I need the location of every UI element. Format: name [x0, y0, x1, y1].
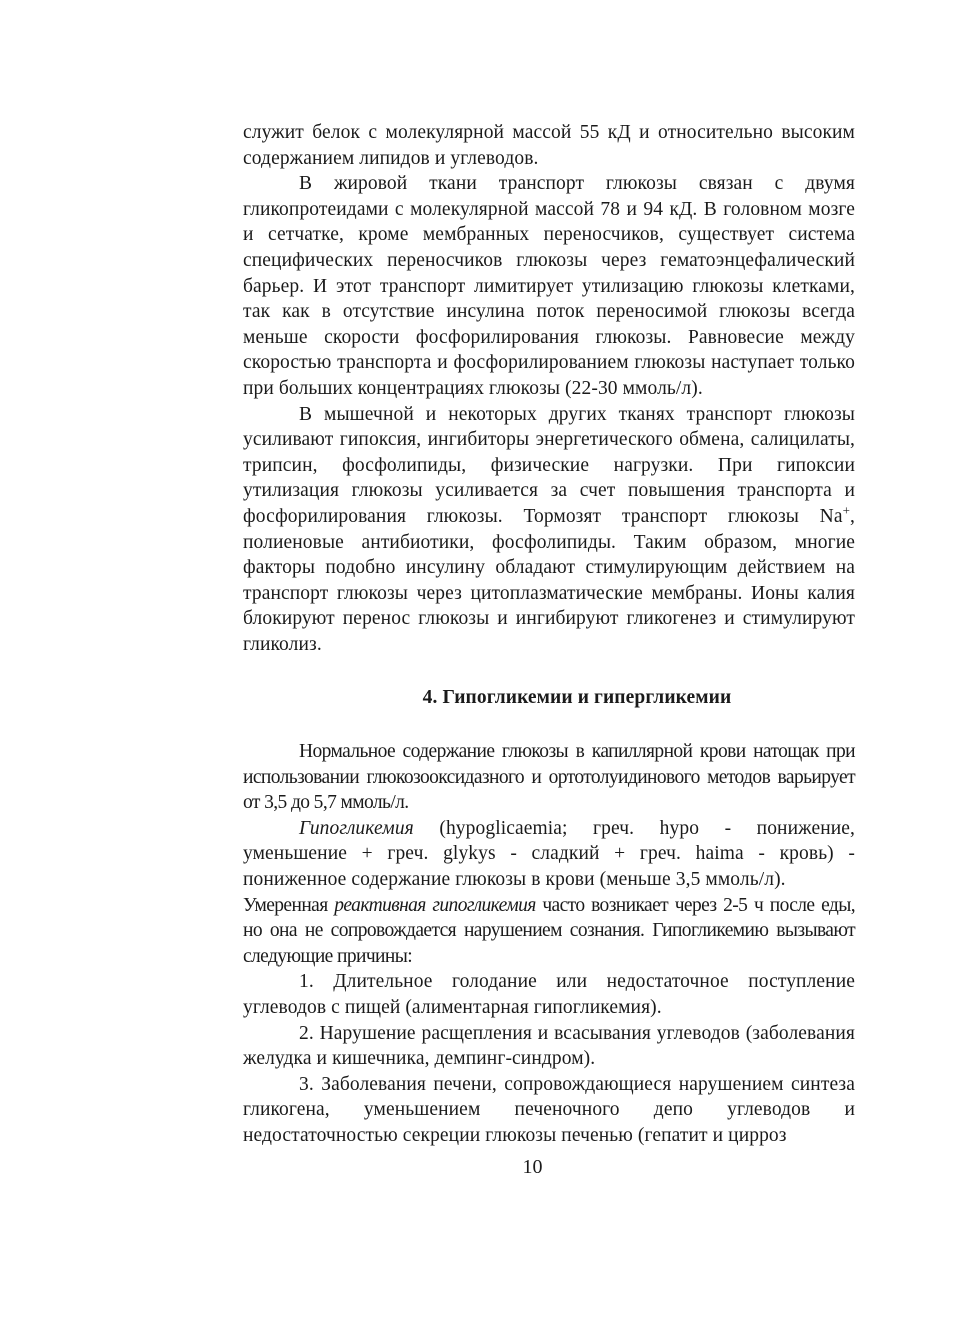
list-item-1: 1. Длительное голодание или недостаточное поступление углеводов с пищей (алиментарная гипогликемия).: [243, 971, 855, 1018]
paragraph-muscle-text-a: В мышечной и некоторых других тканях транспорт глюкозы усиливают гипоксия, ингибиторы энергетического обмена, салицилаты, трипсин, фосфолипиды, физические нагрузки. При гипоксии утилизация глюкозы усиливается за счет повышения транспорта и фосфорилирования глюкозы. Тормозят транспорт глюкозы Na: [243, 403, 855, 527]
document-body: [243, 120, 855, 1149]
section-heading: 4. Гипогликемии и гипергликемии: [422, 687, 732, 709]
paragraph-muscle-transport: [243, 402, 855, 658]
list-item-3: 3. Заболевания печени, сопровождающиеся нарушением синтеза гликогена, уменьшением печеночного депо углеводов и недостаточностью секреции глюкозы печенью (гепатит и цирроз: [243, 1073, 855, 1146]
reactive-text-a: Умеренная: [243, 894, 335, 916]
page-number: 10: [522, 1156, 543, 1178]
paragraph-hypoglycemia-definition: [243, 816, 855, 893]
paragraph-muscle-text-b: , полиеновые антибиотики, фосфолипиды. Таким образом, многие факторы подобно инсулину обладают стимулирующим действием на транспорт глюкозы через цитоплазматические мембраны. Ионы калия блокируют перенос глюкозы и ингибируют гликогенез и стимулируют гликолиз.: [243, 505, 855, 655]
paragraph-adipose-transport: В жировой ткани транспорт глюкозы связан с двумя гликопротеидами с молекулярной массой 78 и 94 кД. В головном мозге и сетчатке, кроме мембранных переносчиков, существует система специфических переносчиков глюкозы через гематоэнцефалический барьер. И этот транспорт лимитирует утилизацию глюкозы клетками, так как в отсутствие инсулина поток переносимой глюкозы всегда меньше скорости фосфорилирования глюкозы. Равновесие между скоростью транспорта и фосфорилированием глюкозы наступает только при больших концентрациях глюкозы (22-30 ммоль/л).: [243, 173, 855, 399]
list-item-2: 2. Нарушение расщепления и всасывания углеводов (заболевания желудка и кишечника, демпинг-синдром).: [243, 1022, 855, 1070]
paragraph-1: служит белок с молекулярной массой 55 кД и относительно высоким содержанием липидов и углеводов.: [243, 122, 855, 169]
sodium-superscript: +: [842, 502, 851, 518]
term-hypoglycemia: Гипогликемия: [299, 817, 414, 839]
definition-text: (hypoglicaemia; греч. hypo - понижение, уменьшение + греч. glykys - сладкий + греч. haima - кровь) - пониженное содержание глюкозы в крови (меньше 3,5 ммоль/л).: [243, 817, 855, 891]
paragraph-reactive-hypoglycemia: [243, 893, 855, 970]
paragraph-normal-glucose: Нормальное содержание глюкозы в капиллярной крови натощак при использовании глюкозооксидазного и ортотолуидинового методов варьирует от 3,5 до 5,7 ммоль/л.: [243, 741, 855, 814]
term-reactive-hypoglycemia: реактивная гипогликемия: [334, 894, 536, 916]
reactive-text-b: часто возникает через 2-5 ч после еды, но она не сопровождается нарушением сознания. Гипогликемию вызывают следующие причины:: [243, 894, 855, 967]
